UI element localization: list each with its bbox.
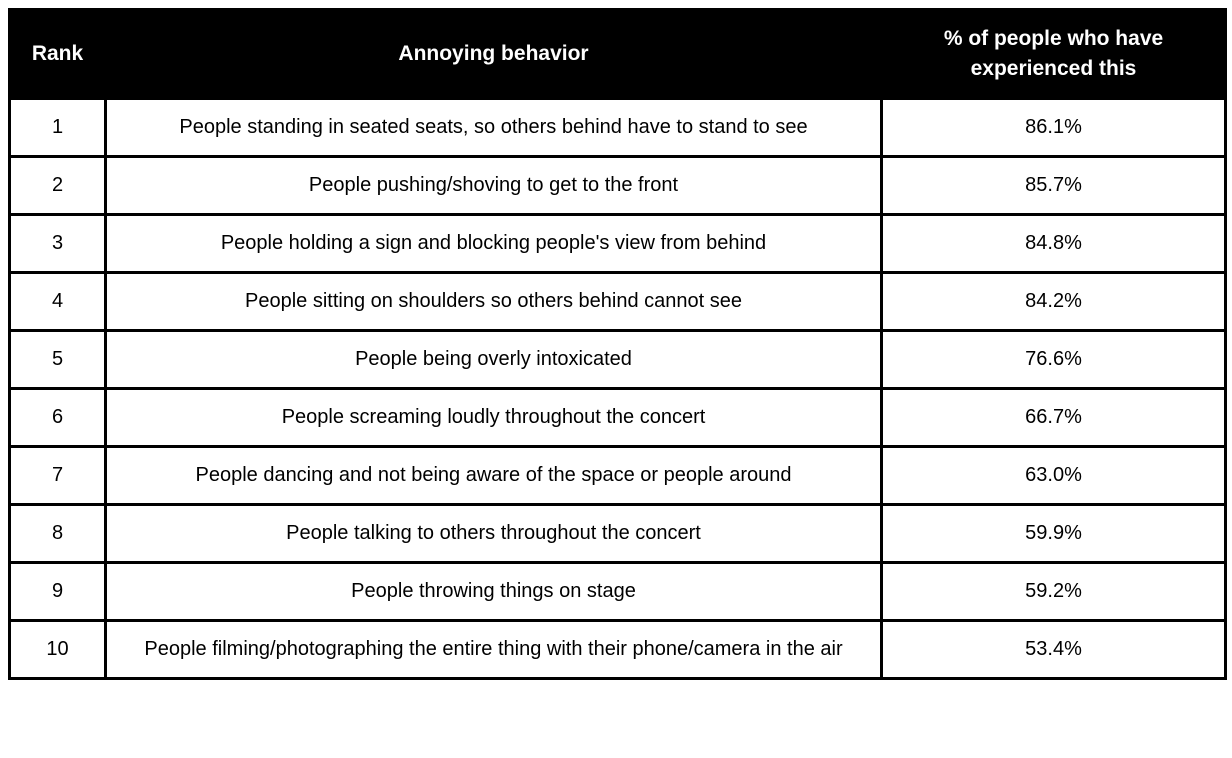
behavior-cell: People pushing/shoving to get to the front bbox=[106, 157, 882, 215]
table-row bbox=[10, 273, 1226, 331]
percent-cell: 76.6% bbox=[882, 331, 1226, 389]
behavior-cell: People being overly intoxicated bbox=[106, 331, 882, 389]
table-row bbox=[10, 331, 1226, 389]
rank-cell: 1 bbox=[10, 99, 106, 157]
rank-cell: 6 bbox=[10, 389, 106, 447]
rank-cell: 4 bbox=[10, 273, 106, 331]
table-row bbox=[10, 389, 1226, 447]
behavior-cell: People throwing things on stage bbox=[106, 563, 882, 621]
table-row bbox=[10, 621, 1226, 679]
header-percent: % of people who have experienced this bbox=[882, 10, 1226, 99]
behavior-cell: People dancing and not being aware of the space or people around bbox=[106, 447, 882, 505]
table-row bbox=[10, 157, 1226, 215]
percent-cell: 86.1% bbox=[882, 99, 1226, 157]
header-rank: Rank bbox=[10, 10, 106, 99]
percent-cell: 63.0% bbox=[882, 447, 1226, 505]
annoying-behaviors-table bbox=[8, 8, 1227, 680]
table-body bbox=[10, 99, 1226, 679]
behavior-cell: People talking to others throughout the concert bbox=[106, 505, 882, 563]
percent-cell: 84.2% bbox=[882, 273, 1226, 331]
percent-cell: 85.7% bbox=[882, 157, 1226, 215]
header-behavior: Annoying behavior bbox=[106, 10, 882, 99]
table-row bbox=[10, 447, 1226, 505]
table-row bbox=[10, 99, 1226, 157]
percent-cell: 84.8% bbox=[882, 215, 1226, 273]
behavior-cell: People standing in seated seats, so others behind have to stand to see bbox=[106, 99, 882, 157]
rank-cell: 8 bbox=[10, 505, 106, 563]
behavior-cell: People screaming loudly throughout the concert bbox=[106, 389, 882, 447]
header-row bbox=[10, 10, 1226, 99]
table-row bbox=[10, 505, 1226, 563]
behavior-cell: People filming/photographing the entire thing with their phone/camera in the air bbox=[106, 621, 882, 679]
percent-cell: 59.9% bbox=[882, 505, 1226, 563]
behavior-cell: People sitting on shoulders so others behind cannot see bbox=[106, 273, 882, 331]
rank-cell: 2 bbox=[10, 157, 106, 215]
rank-cell: 3 bbox=[10, 215, 106, 273]
percent-cell: 66.7% bbox=[882, 389, 1226, 447]
percent-cell: 59.2% bbox=[882, 563, 1226, 621]
rank-cell: 9 bbox=[10, 563, 106, 621]
table-row bbox=[10, 563, 1226, 621]
rank-cell: 10 bbox=[10, 621, 106, 679]
table-header bbox=[10, 10, 1226, 99]
behavior-cell: People holding a sign and blocking people's view from behind bbox=[106, 215, 882, 273]
percent-cell: 53.4% bbox=[882, 621, 1226, 679]
rank-cell: 7 bbox=[10, 447, 106, 505]
table-row bbox=[10, 215, 1226, 273]
rank-cell: 5 bbox=[10, 331, 106, 389]
